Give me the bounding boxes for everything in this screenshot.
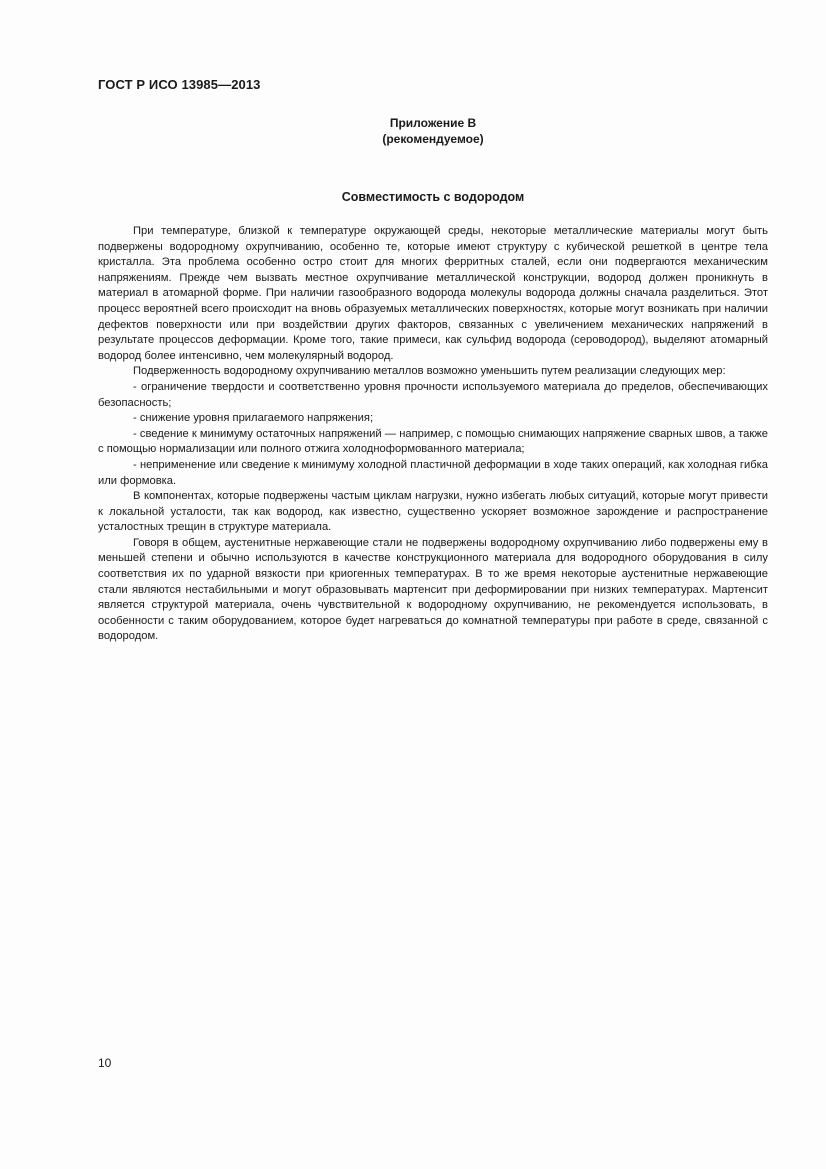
annex-type: (рекомендуемое) [382, 132, 484, 146]
list-item: - ограничение твердости и соответственно уровня прочности используемого материала до пределов, обеспечивающих безопасность; [98, 380, 768, 409]
document-code-header: ГОСТ Р ИСО 13985—2013 [98, 77, 261, 92]
paragraph: Подверженность водородному охрупчиванию металлов возможно уменьшить путем реализации следующих мер: [133, 365, 726, 378]
paragraph: При температуре, близкой к температуре окружающей среды, некоторые металлические материалы могут быть подвержены водородному охрупчиванию, особенно те, которые имеют структуру с кубической решеткой в центре тела кристалла. Эта проблема особенно остро стоит для многих ферритных сталей, если они подвергаются механическим напряжениям. Прежде чем вызвать местное охрупчивание металлической конструкции, водород должен проникнуть в материал в атомарной форме. При наличии газообразного водорода молекулы водорода должны сначала разделиться. Этот процесс вероятней всего происходит на вновь образуемых металлических поверхностях, которые могут возникать при наличии дефектов поверхности или при воздействии других факторов, связанных с увеличением механических напряжений в результате процессов деформации. Кроме того, такие примеси, как сульфид водорода (сероводород), выделяют атомарный водород более интенсивно, чем молекулярный водород. [98, 225, 768, 362]
annex-title: Приложение В [389, 116, 477, 130]
paragraph: В компонентах, которые подвержены частым циклам нагрузки, нужно избегать любых ситуаций, которые могут привести к локальной усталости, так как водород, как известно, существенно ускоряет возможное зарождение и распространение усталостных трещин в структуре материала. [98, 490, 768, 534]
page-number: 10 [98, 1056, 112, 1070]
paragraph: Говоря в общем, аустенитные нержавеющие стали не подвержены водородному охрупчиванию либо подвержены ему в меньшей степени и обычно используются в качестве конструкционного материала для водородного оборудования в силу соответствия их по ударной вязкости при криогенных температурах. В то же время некоторые аустенитные нержавеющие стали являются нестабильными и могут образовывать мартенсит при деформировании при низких температурах. Мартенсит является структурой материала, очень чувствительной к водородному охрупчиванию, не рекомендуется использовать, в особенности с таким оборудованием, которое будет нагреваться до комнатной температуры при работе в среде, связанной с водородом. [98, 536, 768, 643]
section-title: Совместимость с водородом [341, 190, 525, 204]
list-item: - сведение к минимуму остаточных напряжений — например, с помощью снимающих напряжение сварных швов, а также с помощью нормализации или полного отжига холоднoформованного материала; [98, 427, 768, 456]
list-item: - снижение уровня прилагаемого напряжения; [133, 412, 374, 425]
body-text [98, 224, 768, 645]
list-item: - неприменение или сведение к минимуму холодной пластичной деформации в ходе таких операций, как холодная гибка или формовка. [98, 458, 768, 487]
